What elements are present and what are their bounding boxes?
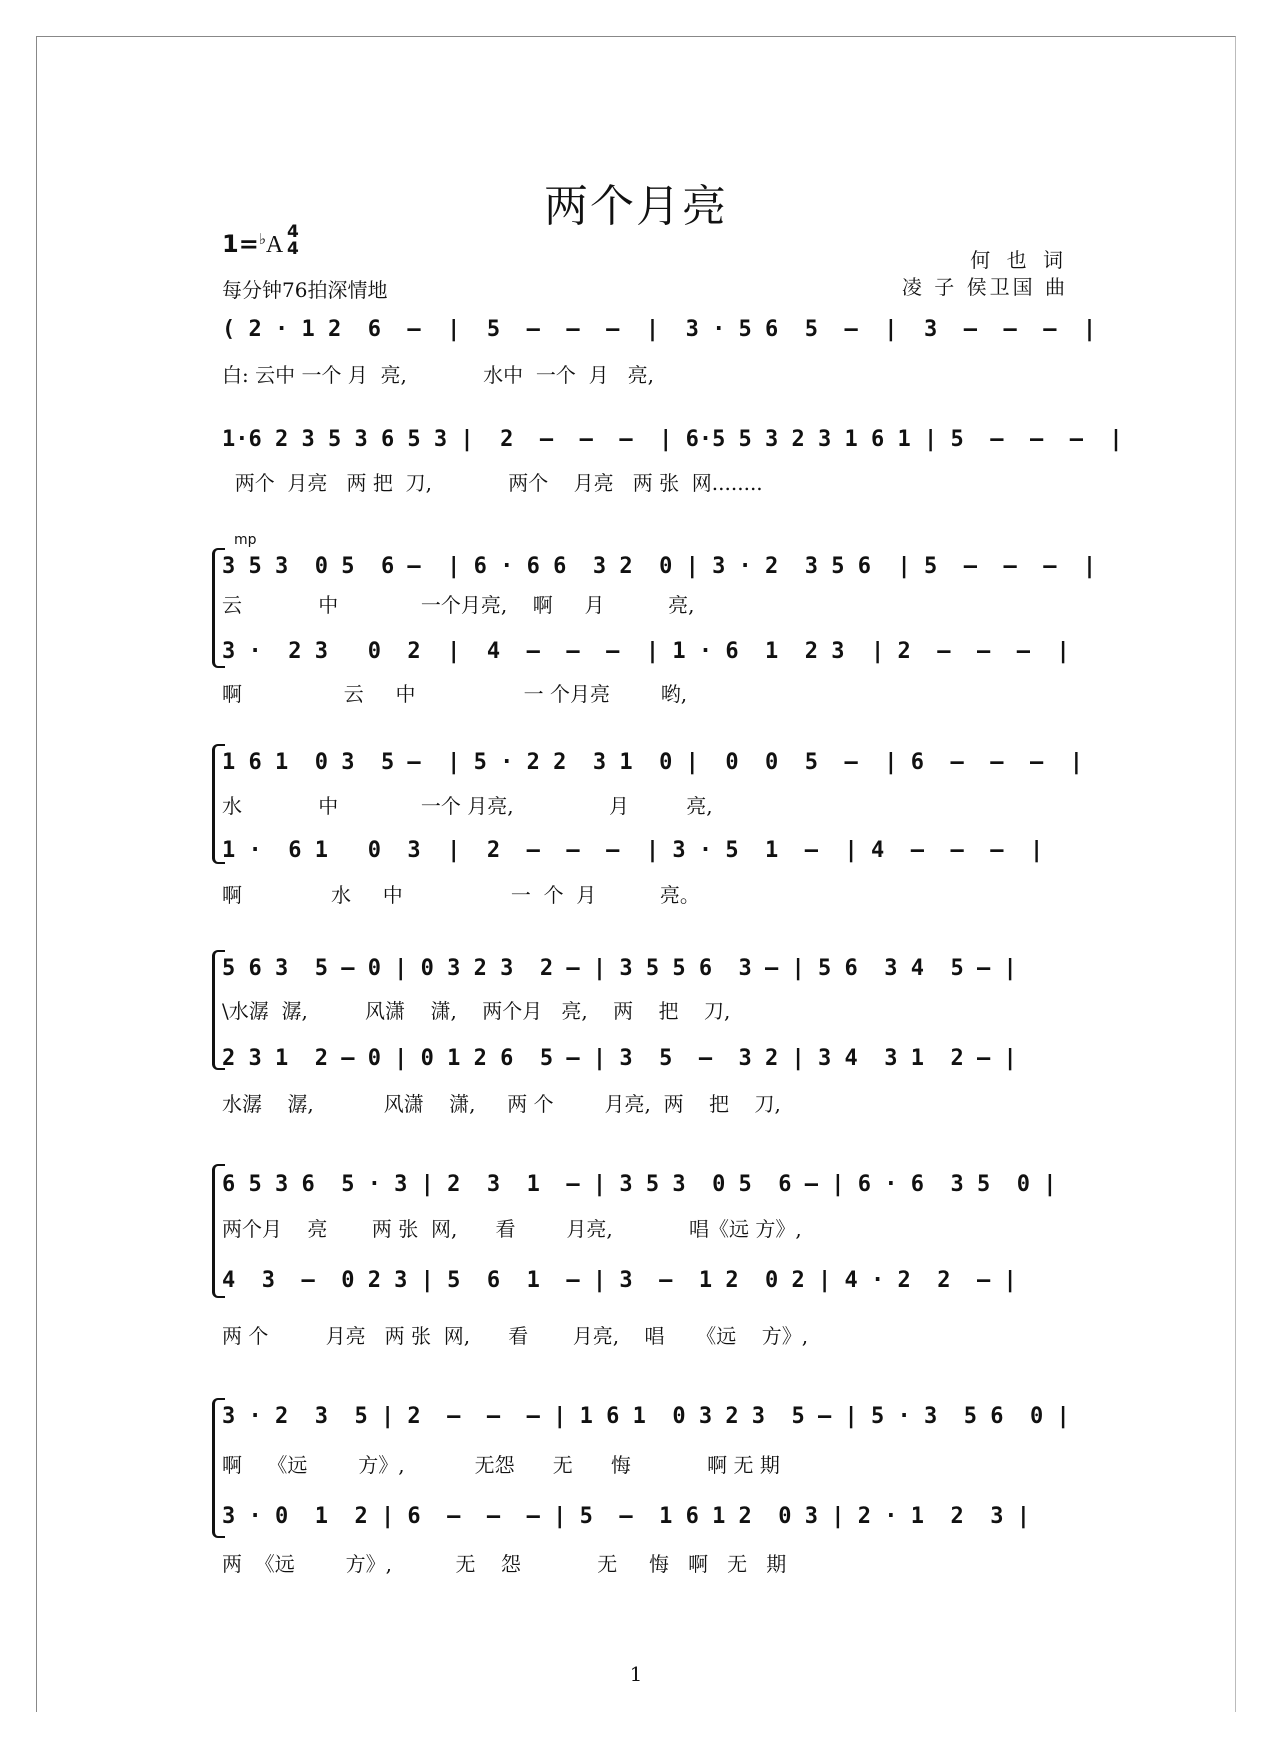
system4-upper-lyrics: 两个月 亮 两 张 网, 看 月亮, 唱《远 方》, xyxy=(222,1217,802,1241)
system3-lower-lyrics: 水潺 潺, 风潇 潇, 两 个 月亮, 两 把 刀, xyxy=(222,1092,781,1116)
system1-lower-notes: 3 · 2 3 0 2 | 4 – – – | 1 · 6 1 2 3 | 2 – – – | xyxy=(222,639,1070,664)
page-number: 1 xyxy=(629,1662,643,1686)
system2-lower-notes: 1 · 6 1 0 3 | 2 – – – | 3 · 5 1 – | 4 – – – | xyxy=(222,838,1044,863)
composer-credit: 凌 子 侯卫国 曲 xyxy=(901,275,1068,299)
tempo-marking: 每分钟76拍深情地 xyxy=(222,278,388,302)
key-letter: A xyxy=(265,232,284,258)
system5-lower-notes: 3 · 0 1 2 | 6 – – – | 5 – 1 6 1 2 0 3 | 2 · 1 2 3 | xyxy=(222,1504,1030,1529)
system2-upper-notes: 1 6 1 0 3 5 – | 5 · 2 2 3 1 0 | 0 0 5 – | 6 – – – | xyxy=(222,750,1083,775)
key-one: 1 xyxy=(222,230,239,258)
time-sig-bottom: 4 xyxy=(287,239,299,259)
system3-lower-notes: 2 3 1 2 – 0 | 0 1 2 6 5 – | 3 5 – 3 2 | 3 4 3 1 2 – | xyxy=(222,1046,1017,1071)
intro-notes-line-1: ( 2 · 1 2 6 – | 5 – – – | 3 · 5 6 5 – | 3 – – – | xyxy=(222,317,1097,342)
time-signature xyxy=(287,224,299,258)
time-sig-top: 4 xyxy=(287,222,299,242)
system4-upper-notes: 6 5 3 6 5 · 3 | 2 3 1 – | 3 5 3 0 5 6 – | 6 · 6 3 5 0 | xyxy=(222,1172,1057,1197)
flat-symbol: ♭ xyxy=(258,230,266,248)
system3-upper-notes: 5 6 3 5 – 0 | 0 3 2 3 2 – | 3 5 5 6 3 – | 5 6 3 4 5 – | xyxy=(222,956,1017,981)
dynamic-marking: mp xyxy=(234,532,257,548)
system4-lower-notes: 4 3 – 0 2 3 | 5 6 1 – | 3 – 1 2 0 2 | 4 · 2 2 – | xyxy=(222,1268,1017,1293)
system5-lower-lyrics: 两 《远 方》, 无 怨 无 悔 啊 无 期 xyxy=(222,1552,787,1576)
system3-upper-lyrics: \水潺 潺, 风潇 潇, 两个月 亮, 两 把 刀, xyxy=(222,999,731,1023)
system2-lower-lyrics: 啊 水 中 一 个 月 亮。 xyxy=(222,883,700,907)
system1-lower-lyrics: 啊 云 中 一 个月亮 哟, xyxy=(222,682,688,706)
intro-notes-line-2: 1·6 2 3 5 3 6 5 3 | 2 – – – | 6·5 5 3 2 3 1 6 1 | 5 – – – | xyxy=(222,427,1123,452)
system2-upper-lyrics: 水 中 一个 月亮, 月 亮, xyxy=(222,794,713,818)
system1-upper-lyrics: 云 中 一个月亮, 啊 月 亮, xyxy=(222,593,695,617)
system4-lower-lyrics: 两 个 月亮 两 张 网, 看 月亮, 唱 《远 方》, xyxy=(222,1324,809,1348)
system1-upper-notes: 3 5 3 0 5 6 – | 6 · 6 6 3 2 0 | 3 · 2 3 5 6 | 5 – – – | xyxy=(222,554,1097,579)
lyricist-credit: 何 也 词 xyxy=(970,248,1068,272)
key-signature: 1=♭A xyxy=(222,230,284,258)
intro-lyrics-line-2: 两个 月亮 两 把 刀, 两个 月亮 两 张 网........ xyxy=(222,471,763,495)
system5-upper-notes: 3 · 2 3 5 | 2 – – – | 1 6 1 0 3 2 3 5 – | 5 · 3 5 6 0 | xyxy=(222,1404,1070,1429)
intro-lyrics-line-1: 白: 云中 一个 月 亮, 水中 一个 月 亮, xyxy=(222,363,655,387)
system5-upper-lyrics: 啊 《远 方》, 无怨 无 悔 啊 无 期 xyxy=(222,1453,780,1477)
song-title: 两个月亮 xyxy=(544,181,728,232)
